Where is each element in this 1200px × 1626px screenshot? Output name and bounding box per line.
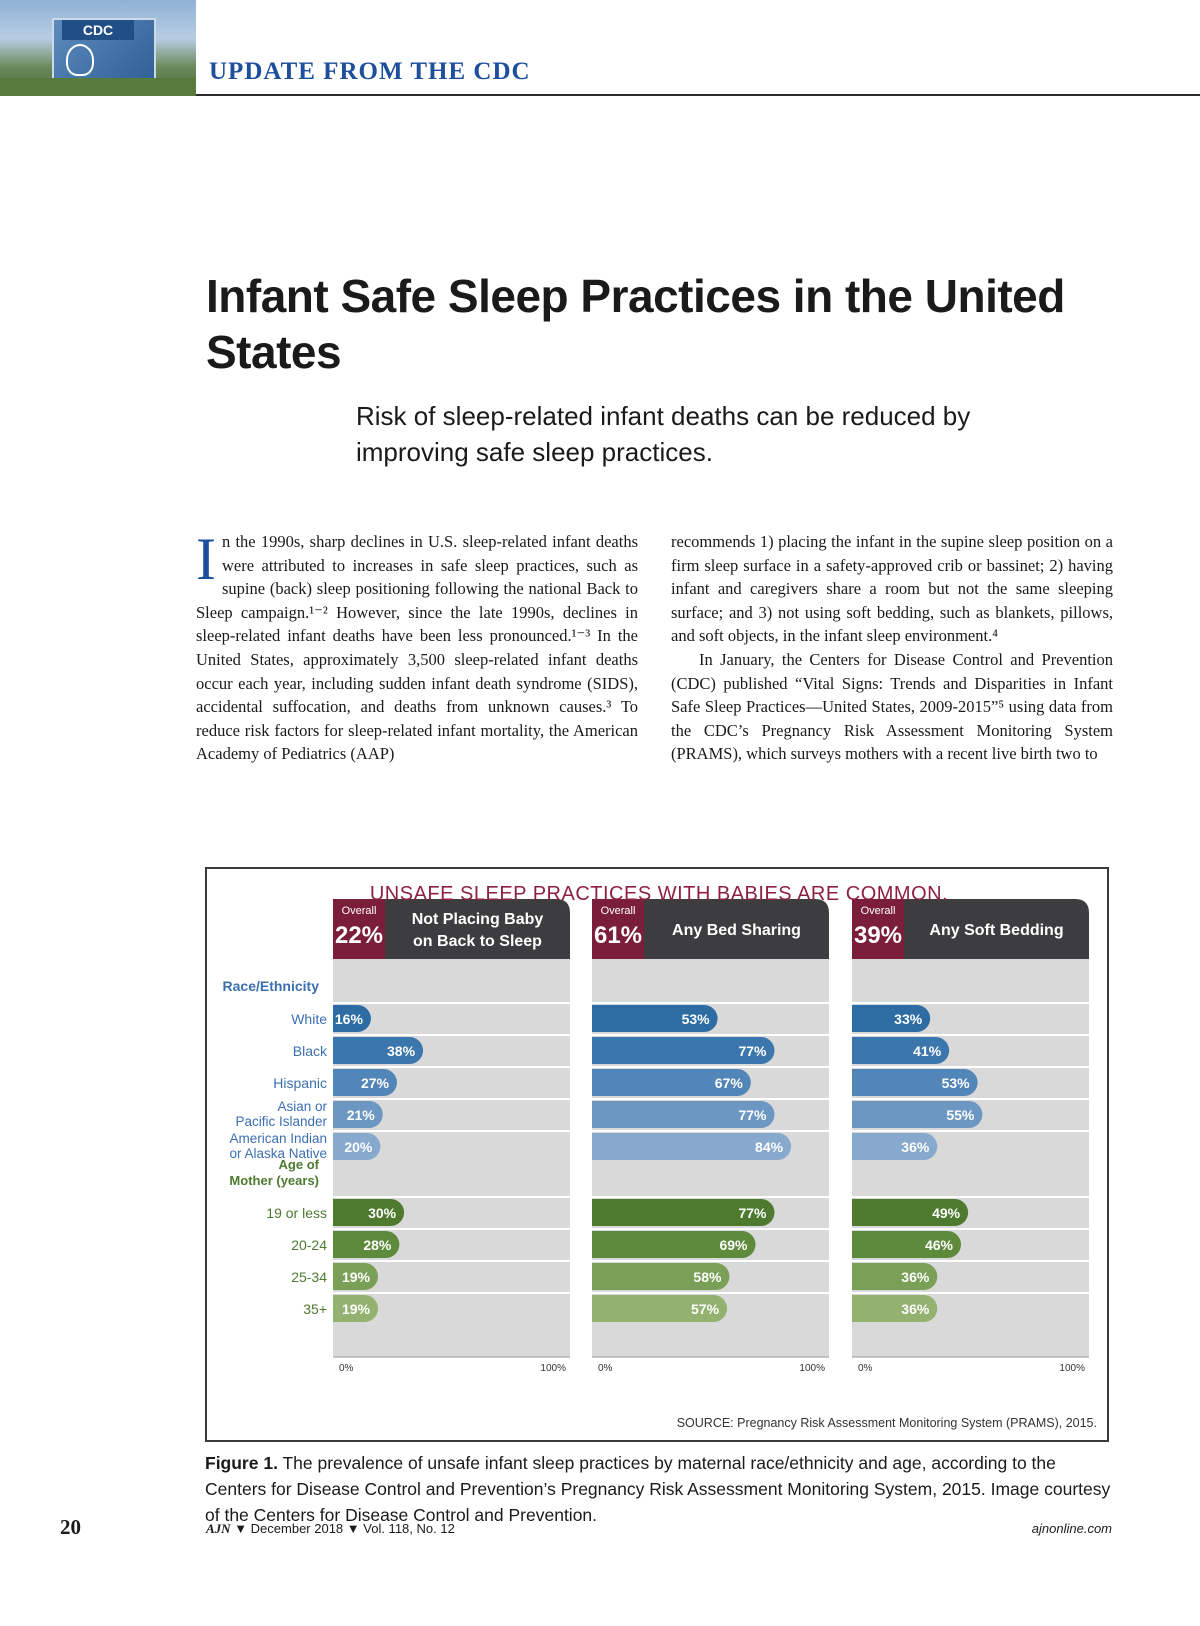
body-column-2 (671, 530, 1113, 766)
cdc-sign-text: CDC (62, 20, 134, 40)
article-title: Infant Safe Sleep Practices in the United States (206, 270, 1065, 378)
bar-value-label: 33% (894, 1011, 923, 1027)
overall-value: 39% (853, 922, 903, 949)
group-label-age: Mother (years) (229, 1173, 319, 1188)
bar-value-label: 41% (913, 1043, 942, 1059)
category-label: 20-24 (291, 1237, 327, 1253)
axis-min-label: 0% (858, 1363, 873, 1374)
bar-value-label: 19% (341, 1301, 371, 1317)
body-paragraph-1: n the 1990s, sharp declines in U.S. sleep-related infant deaths were attributed to increases in safe sleep practices, such as supine (back) sleep positioning following the national Back to Sleep campaign.¹⁻² However, since the late 1990s, declines in sleep-related infant deaths have been less pronounced.¹⁻³ In the United States, approximately 3,500 sleep-related infant deaths occur each year, including sudden infant death syndrome (SIDS), accidental suffocation, and deaths from unknown causes.³ To reduce risk factors for sleep-related infant mortality, the American Academy of Pediatrics (AAP) (196, 532, 638, 764)
bar-value-label: 19% (341, 1269, 371, 1285)
bar-value-label: 58% (693, 1269, 722, 1285)
grass (0, 78, 196, 96)
caption-label: Figure 1. (205, 1453, 278, 1473)
bar-value-label: 38% (387, 1043, 416, 1059)
bar-value-label: 21% (346, 1107, 375, 1123)
bar-value-label: 55% (946, 1107, 975, 1123)
series-name: Any Soft Bedding (929, 922, 1064, 939)
axis-min-label: 0% (339, 1363, 354, 1374)
body-column-1 (196, 526, 638, 766)
series-name: Any Bed Sharing (672, 922, 801, 939)
category-label: Pacific Islander (235, 1114, 327, 1129)
bar-value-label: 84% (755, 1139, 784, 1155)
bar-value-label: 36% (901, 1269, 930, 1285)
bar-value-label: 77% (738, 1107, 767, 1123)
overall-value: 61% (593, 922, 643, 949)
footer-journal (206, 1521, 455, 1537)
overall-label: Overall (600, 905, 636, 917)
category-label: 25-34 (291, 1269, 327, 1285)
bar-value-label: 36% (901, 1301, 930, 1317)
group-label-age: Age of (278, 1157, 319, 1172)
chart-source: SOURCE: Pregnancy Risk Assessment Monitoring System (PRAMS), 2015. (676, 1416, 1097, 1430)
bar-value-label: 49% (932, 1205, 961, 1221)
overall-label: Overall (341, 905, 377, 917)
figure-chart (205, 867, 1109, 1442)
bar-value-label: 57% (691, 1301, 720, 1317)
header-rule (196, 94, 1200, 96)
body-paragraph-3: In January, the Centers for Disease Control and Prevention (CDC) published “Vital Signs: Trends and Disparities in Infant Safe Sleep Practices—United States, 2009-2015”⁵ using data from the CDC’s Pregnancy Risk Assessment Monitoring System (PRAMS), which surveys mothers with a recent live birth two to (671, 649, 1113, 764)
overall-value: 22% (334, 922, 384, 949)
category-label: Black (292, 1043, 327, 1059)
bar-value-label: 16% (334, 1011, 363, 1027)
bar-value-label: 28% (363, 1237, 392, 1253)
axis-max-label: 100% (1059, 1363, 1085, 1374)
series-name: on Back to Sleep (413, 933, 542, 950)
bar-value-label: 36% (901, 1139, 930, 1155)
bar-value-label: 53% (941, 1075, 970, 1091)
footer-site: ajnonline.com (1031, 1521, 1112, 1536)
category-label: or Alaska Native (229, 1146, 327, 1161)
bar-value-label: 67% (714, 1075, 743, 1091)
bar-value-label: 20% (344, 1139, 373, 1155)
bar-value-label: 27% (360, 1075, 389, 1091)
chart-title: UNSAFE SLEEP PRACTICES WITH BABIES ARE COMMON. (369, 883, 949, 905)
body-paragraph-2: recommends 1) placing the infant in the supine sleep position on a firm sleep surface in a safety-approved crib or bassinet; 2) having infant and caregivers share a room but not the same sleeping surface; and 3) not using soft bedding, such as blankets, pillows, and soft objects, in the infant sleep environment.⁴ (671, 532, 1113, 646)
bar-value-label: 69% (719, 1237, 748, 1253)
bar-value-label: 53% (681, 1011, 710, 1027)
bar-value-label: 77% (738, 1205, 767, 1221)
bar-value-label: 46% (924, 1237, 954, 1253)
journal-name: AJN (206, 1521, 231, 1536)
category-label: White (291, 1011, 327, 1027)
category-label: 35+ (303, 1301, 327, 1317)
figure-caption (205, 1450, 1115, 1528)
article-subtitle: Risk of sleep-related infant deaths can be reduced by improving safe sleep practices. (356, 401, 971, 467)
chart-svg (207, 869, 1107, 1440)
category-label: American Indian (229, 1131, 327, 1146)
bar-value-label: 30% (368, 1205, 397, 1221)
journal-issue: ▼ December 2018 ▼ Vol. 118, No. 12 (234, 1521, 455, 1536)
hhs-logo-icon (66, 44, 94, 76)
overall-label: Overall (860, 905, 896, 917)
bar-value-label: 77% (738, 1043, 767, 1059)
series-name: Not Placing Baby (411, 911, 544, 928)
group-label-race: Race/Ethnicity (222, 978, 319, 994)
category-label: Asian or (277, 1099, 327, 1114)
category-label: 19 or less (266, 1205, 327, 1221)
axis-max-label: 100% (540, 1363, 566, 1374)
category-label: Hispanic (273, 1075, 327, 1091)
drop-cap: I (196, 526, 216, 592)
section-label: UPDATE FROM THE CDC (209, 58, 531, 85)
caption-text: The prevalence of unsafe infant sleep practices by maternal race/ethnicity and age, according to the Centers for Disease Control and Prevention’s Pregnancy Risk Assessment Monitoring System, 2015. Image courtesy of the Centers for Disease Control and Prevention. (205, 1453, 1111, 1525)
header-photo (0, 0, 196, 96)
axis-min-label: 0% (598, 1363, 613, 1374)
axis-max-label: 100% (799, 1363, 825, 1374)
page-number: 20 (60, 1515, 81, 1539)
